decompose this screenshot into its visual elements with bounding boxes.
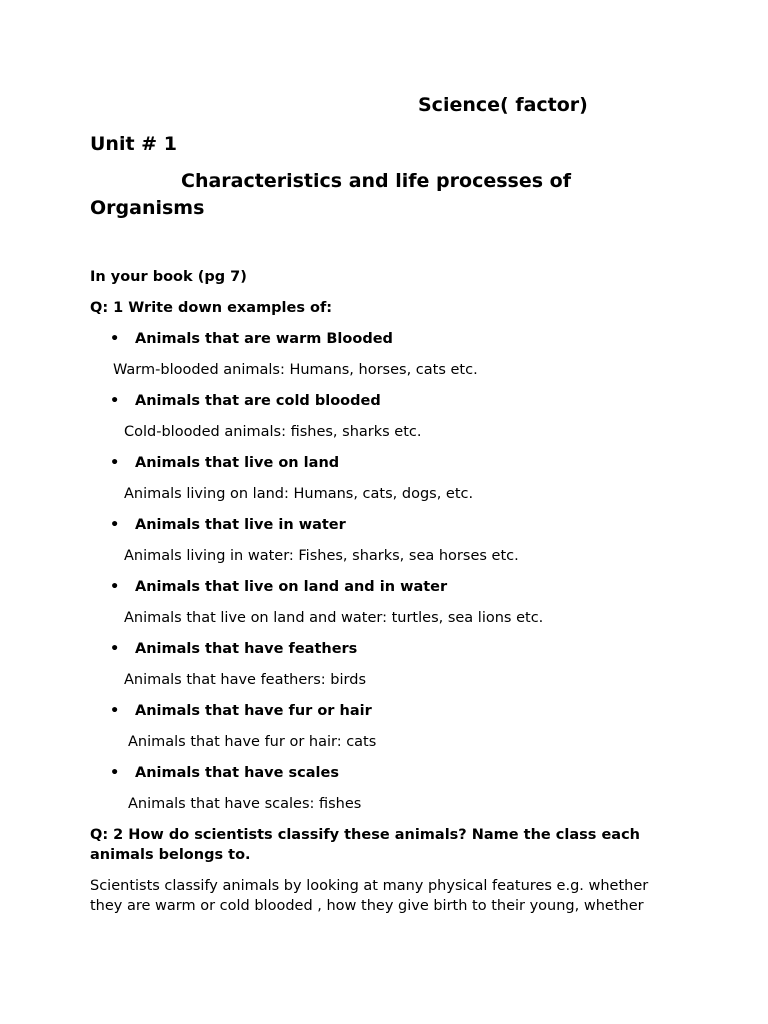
item-heading: [90, 701, 680, 721]
item-answer: Animals that have fur or hair: cats: [128, 734, 377, 750]
bullet-icon: •: [110, 703, 120, 719]
item-heading-text: Animals that live on land and in water: [135, 579, 448, 595]
question-2-answer: Scientists classify animals by looking at many physical features e.g. whether they are warm or cold blooded , how they give birth to their young, whether: [90, 878, 649, 914]
item-heading-text: Animals that are cold blooded: [135, 393, 381, 409]
bullet-icon: •: [110, 517, 120, 533]
list-item: [90, 763, 680, 814]
item-heading-text: Animals that have fur or hair: [135, 703, 372, 719]
list-item: [90, 453, 680, 504]
unit-heading: Unit # 1: [90, 133, 177, 155]
item-heading-text: Animals that have scales: [135, 765, 339, 781]
list-item: [90, 577, 680, 628]
question-1: Q: 1 Write down examples of:: [90, 300, 333, 316]
item-heading: [90, 391, 680, 411]
item-heading-text: Animals that live in water: [135, 517, 346, 533]
item-heading-text: Animals that have feathers: [135, 641, 358, 657]
bullet-icon: •: [110, 393, 120, 409]
item-heading: [90, 329, 680, 349]
chapter-heading: Characteristics and life processes of Organisms: [90, 170, 571, 219]
item-heading: [90, 577, 680, 597]
list-item: [90, 701, 680, 752]
bullet-icon: •: [110, 579, 120, 595]
item-heading-text: Animals that live on land: [135, 455, 340, 471]
item-answer: Cold-blooded animals: fishes, sharks etc.: [124, 424, 422, 440]
item-heading-text: Animals that are warm Blooded: [135, 331, 393, 347]
bullet-icon: •: [110, 331, 120, 347]
item-heading: [90, 763, 680, 783]
bullet-icon: •: [110, 641, 120, 657]
item-answer: Warm-blooded animals: Humans, horses, cats etc.: [113, 362, 478, 378]
item-heading: [90, 515, 680, 535]
item-answer: Animals living in water: Fishes, sharks, sea horses etc.: [124, 548, 519, 564]
item-answer: Animals that live on land and water: turtles, sea lions etc.: [124, 610, 544, 626]
document-page: [90, 92, 680, 916]
document-title: Science( factor): [418, 94, 588, 116]
list-item: [90, 329, 680, 380]
question-2: Q: 2 How do scientists classify these animals? Name the class each animals belongs to.: [90, 827, 641, 863]
bullet-icon: •: [110, 765, 120, 781]
item-answer: Animals that have scales: fishes: [128, 796, 362, 812]
list-item: [90, 515, 680, 566]
list-item: [90, 639, 680, 690]
item-heading: [90, 639, 680, 659]
item-answer: Animals living on land: Humans, cats, dogs, etc.: [124, 486, 474, 502]
bullet-icon: •: [110, 455, 120, 471]
book-reference: In your book (pg 7): [90, 269, 247, 285]
list-item: [90, 391, 680, 442]
item-answer: Animals that have feathers: birds: [124, 672, 366, 688]
item-heading: [90, 453, 680, 473]
examples-list: [90, 329, 680, 814]
